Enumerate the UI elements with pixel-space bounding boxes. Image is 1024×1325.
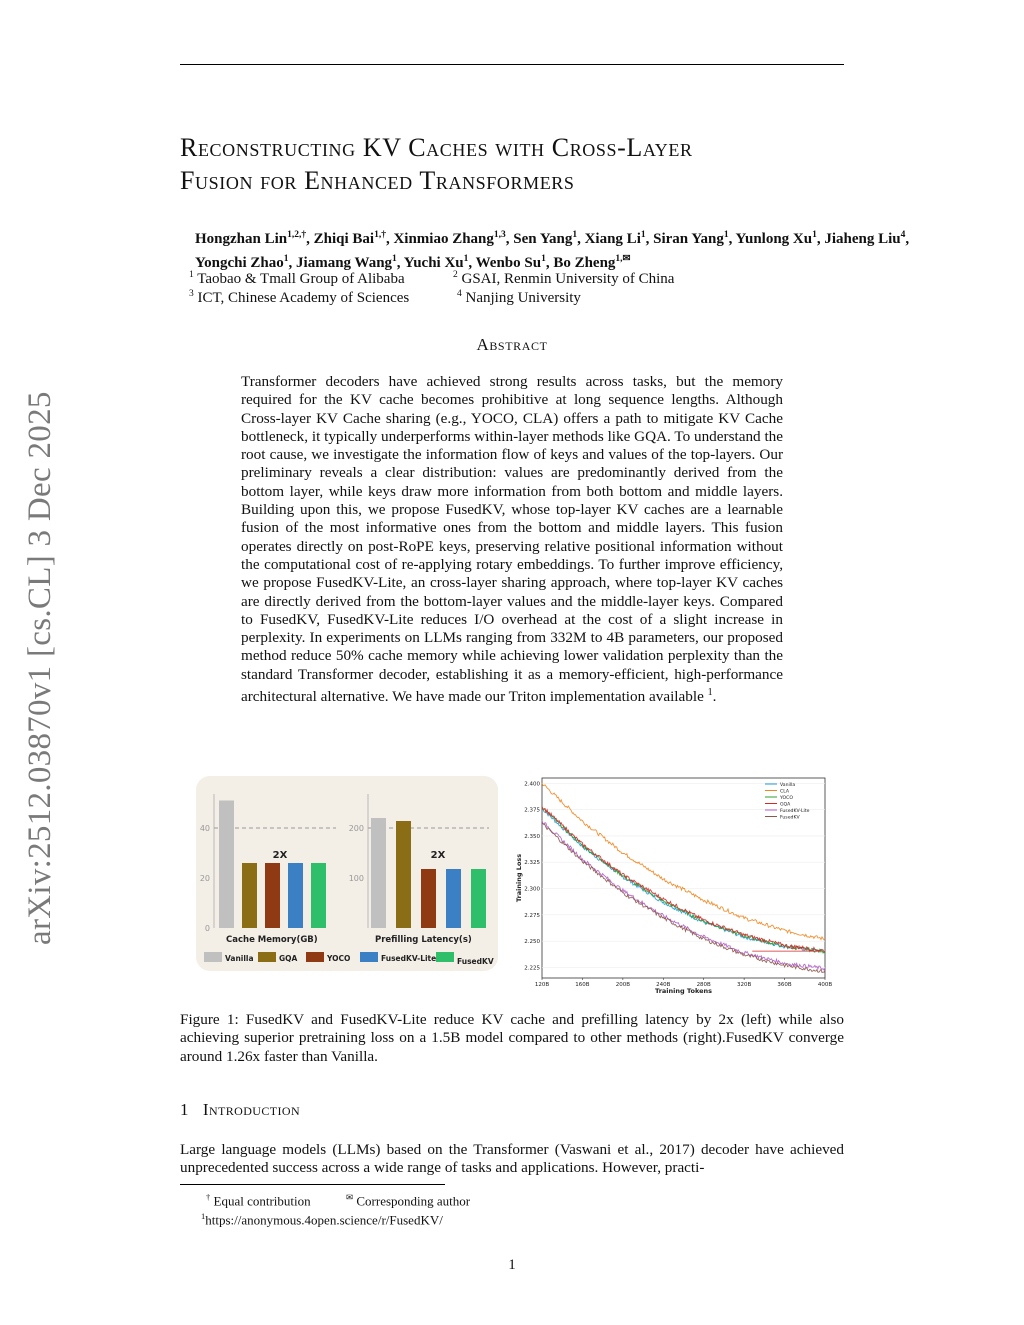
affiliation-text: GSAI, Renmin University of China [461, 271, 675, 287]
author-affiliation-mark: 1 [723, 230, 729, 240]
x-tick-label: 160B [575, 982, 590, 988]
footnote-number: 1 [201, 1211, 206, 1221]
legend-swatch [436, 952, 454, 962]
bar-fusedkv-lite [446, 869, 461, 928]
dagger-mark: † [206, 1192, 211, 1202]
bar-fusedkv [311, 863, 326, 928]
footnote-rule [180, 1184, 445, 1185]
author-name: Jiaheng Liu [824, 231, 901, 247]
author-name: Xiang Li [584, 231, 641, 247]
legend-label: Vanilla [225, 954, 254, 963]
footnote-link[interactable]: https://anonymous.4open.science/r/FusedKV/ [205, 1212, 443, 1228]
bar-tick-label: 100 [348, 874, 364, 883]
y-axis-label: Training Loss [515, 853, 523, 903]
author-affiliation-mark: 1 [572, 230, 578, 240]
bar-vanilla [371, 818, 386, 928]
affiliation-3 [189, 285, 409, 308]
author-affiliation-mark: 1 [463, 254, 469, 264]
author-name: Yunlong Xu [735, 231, 813, 247]
author-name: Wenbo Su [475, 255, 542, 271]
section-number: 1 [180, 1100, 189, 1119]
x-axis-label: Training Tokens [654, 987, 713, 995]
affiliation-mark: 1 [189, 270, 194, 280]
bar-fusedkv-lite [288, 863, 303, 928]
header-rule [180, 64, 844, 65]
footnote-equal [206, 1189, 311, 1209]
bar-tick-label: 20 [199, 874, 210, 883]
legend-label: GQA [279, 954, 298, 963]
affiliation-mark: 4 [457, 289, 462, 299]
x-tick-label: 280B [696, 982, 711, 988]
y-tick-label: 2.400 [524, 781, 540, 788]
section-title: Introduction [202, 1100, 301, 1119]
author-affiliation-mark: 4 [900, 230, 906, 240]
legend-label: GQA [780, 802, 791, 808]
bar-yoco [421, 869, 436, 928]
legend-swatch [204, 952, 222, 962]
bar-fusedkv [471, 869, 486, 928]
section-heading [180, 1100, 300, 1120]
bar-annotation: 2X [272, 850, 288, 861]
author-affiliation-mark: 1 [541, 254, 546, 264]
footnote-text: Corresponding author [356, 1193, 471, 1209]
author-name: Zhiqi Bai [313, 231, 375, 247]
bar-annotation: 2X [430, 850, 446, 861]
legend-swatch [360, 952, 378, 962]
x-tick-label: 200B [615, 982, 630, 988]
author-name: Xinmiao Zhang [393, 231, 494, 247]
abstract-body [241, 373, 783, 706]
author-name: Yongchi Zhao [195, 255, 284, 271]
bar-group-label: Cache Memory(GB) [226, 935, 318, 945]
y-tick-label: 2.250 [524, 939, 540, 946]
speedup-label: 1.26x [790, 946, 804, 952]
figure-caption: Figure 1: FusedKV and FusedKV-Lite reduce KV cache and prefilling latency by 2x (left) while also achieving superior pretraining loss on a 1.5B model compared to other methods (right).FusedKV converge around 1.26x faster than Vanilla. [180, 1011, 844, 1065]
author-affiliation-mark: 1,2,† [287, 230, 307, 240]
legend-label: CLA [780, 789, 790, 795]
page-number: 1 [508, 1257, 516, 1273]
affiliation-text: ICT, Chinese Academy of Sciences [197, 290, 410, 306]
legend-swatch [258, 952, 276, 962]
x-tick-label: 360B [777, 982, 792, 988]
affiliation-4 [457, 285, 581, 308]
footnote-url [201, 1208, 443, 1228]
legend-swatch [306, 952, 324, 962]
author-affiliation-mark: 1 [392, 254, 397, 264]
y-tick-label: 2.300 [524, 886, 540, 893]
author-name: Yuchi Xu [403, 255, 464, 271]
author-affiliation-mark: 1 [812, 230, 817, 240]
footnote-text: Equal contribution [213, 1193, 311, 1209]
figure-bar-panel [196, 776, 498, 971]
legend-label: FusedKV-Lite [381, 954, 437, 963]
author-affiliation-mark: 1,† [374, 230, 386, 240]
bar-yoco [265, 863, 280, 928]
footnote-ref[interactable]: 1 [707, 687, 713, 699]
legend-label: YOCO [780, 795, 793, 801]
y-tick-label: 2.275 [524, 912, 540, 919]
bar-gqa [242, 863, 257, 928]
title-line-1: Reconstructing KV Caches with Cross-Layer [180, 133, 693, 162]
affiliation-mark: 3 [189, 289, 194, 299]
footnote-corresponding [346, 1189, 470, 1209]
author-name: Jiamang Wang [296, 255, 393, 271]
affiliation-text: Nanjing University [465, 290, 581, 306]
legend-label: FusedKV [457, 957, 494, 966]
legend-label: FusedKV [780, 815, 800, 821]
y-tick-label: 2.375 [524, 807, 540, 814]
paper-title [180, 131, 860, 197]
bar-group-label: Prefilling Latency(s) [375, 935, 472, 945]
abstract-heading: Abstract [476, 335, 548, 354]
y-tick-label: 2.350 [524, 833, 540, 840]
legend-label: Vanilla [780, 782, 796, 788]
bar-tick-label: 40 [199, 824, 210, 833]
author-affiliation-mark: 1,✉ [615, 254, 631, 264]
author-name: Hongzhan Lin [195, 231, 288, 247]
author-name: Bo Zheng [553, 255, 616, 271]
affiliation-text: Taobao & Tmall Group of Alibaba [197, 271, 405, 287]
x-tick-label: 320B [737, 982, 752, 988]
envelope-icon: ✉ [346, 1192, 354, 1202]
x-tick-label: 400B [817, 982, 833, 988]
legend-label: FusedKV-Lite [780, 808, 810, 814]
author-affiliation-mark: 1,3 [493, 230, 506, 240]
abstract-end: . [712, 688, 717, 706]
abstract-text: Transformer decoders have achieved strong results across tasks, but the memory required for the KV cache becomes prohibitive at long sequence lengths. Although Cross-layer KV Cache sharing (e.g., YOCO, CLA) offers a path to mitigate KV Cache bottleneck, it typically underperforms within-layer methods like GQA. To understand the root cause, we investigate the information flow of keys and values of the top-layers. Our preliminary reveals a clear distribution: values are predominantly derived from the bottom layer, while keys draw more information from both bottom and middle layers. Building upon this, we propose FusedKV, whose top-layer KV caches are a learnable fusion of the most informative ones from the bottom and middle layers. This fusion operates directly on post-RoPE keys, preserving relative positional information without the computational cost of re-applying rotary embeddings. To further improve efficiency, we propose FusedKV-Lite, an cross-layer sharing approach, where top-layer KV caches are directly derived from the bottom-layer values and the middle-layer keys. Compared to FusedKV, FusedKV-Lite reduces I/O overhead at the cost of a slight increase in perplexity. In experiments on LLMs ranging from 332M to 4B parameters, our proposed method reduce 50% cache memory while achieving lower validation perplexity than the standard Transformer decoder, establishing it as a memory-efficient, high-performance architectural alternative. We have made our Triton implementation available [241, 373, 783, 706]
intro-paragraph: Large language models (LLMs) based on the Transformer (Vaswani et al., 2017) decoder have achieved unprecedented success across a wide range of tasks and applications. However, practi- [180, 1141, 844, 1177]
bar-gqa [396, 821, 411, 928]
x-tick-label: 120B [534, 982, 550, 988]
author-affiliation-mark: 1 [640, 230, 646, 240]
title-line-2: Fusion for Enhanced Transformers [180, 166, 575, 195]
author-name: Siran Yang [653, 231, 724, 247]
bar-vanilla [219, 801, 234, 929]
arxiv-stamp: arXiv:2512.03870v1 [cs.CL] 3 Dec 2025 [22, 391, 58, 945]
bar-tick-label: 0 [204, 924, 210, 933]
y-tick-label: 2.325 [524, 860, 540, 867]
legend-label: YOCO [327, 954, 351, 963]
author-list: Hongzhan Lin$^{1,2,\dagger}$, Zhiqi Bai$^{1,\dagger}$, Xinmiao Zhang$^{1,3}$, Sen Yang$^1$, Xiang Li$^1$, Siran Yang$^1$, Yunlong Xu$^1$, Jiaheng Liu$^4$, Yongchi Zhao$^1$, Jiamang Wang$^1$, Yuchi Xu$^1$, Wenbo Su$^1$, Bo Zheng$^{1,✉}$ [195, 230, 910, 271]
figure-line-chart [512, 774, 833, 996]
affiliation-mark: 2 [453, 270, 458, 280]
y-tick-label: 2.225 [524, 965, 540, 972]
x-tick-label: 240B [656, 982, 671, 988]
author-affiliation-mark: 1 [283, 254, 289, 264]
bar-tick-label: 200 [348, 824, 364, 833]
author-name: Sen Yang [513, 231, 573, 247]
